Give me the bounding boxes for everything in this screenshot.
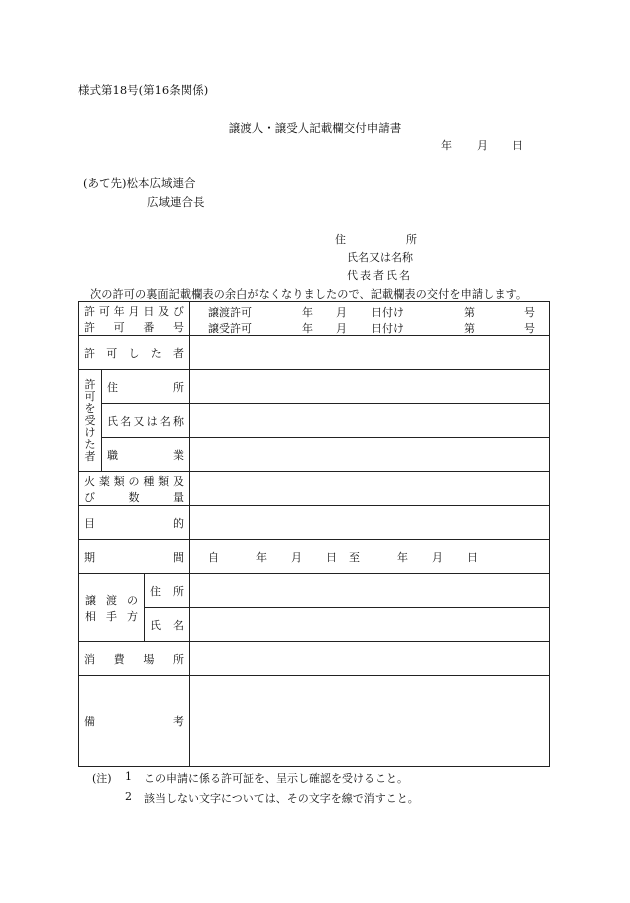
recipient-name-value[interactable] <box>190 404 550 438</box>
note-2-number: 2 <box>125 790 132 803</box>
note-2-text: 該当しない文字については、その文字を線で消すこと。 <box>144 792 419 805</box>
addressee-line1: (あて先)松本広域連合 <box>83 176 196 190</box>
period-row <box>79 540 550 574</box>
remarks-row <box>79 676 550 767</box>
permitter-value[interactable] <box>190 336 550 370</box>
purpose-row <box>79 506 550 540</box>
counterpart-name-label: 氏 名 <box>145 608 190 642</box>
period-value[interactable]: 自 年 月 日 至 年 月 日 <box>190 540 550 574</box>
explosives-value[interactable] <box>190 472 550 506</box>
recipient-address-value[interactable] <box>190 370 550 404</box>
permit-row <box>79 302 550 336</box>
recipient-address-label: 住 所 <box>102 370 190 404</box>
application-table <box>78 301 550 767</box>
place-value[interactable] <box>190 642 550 676</box>
recipient-address-row <box>79 370 550 404</box>
applicant-address-label-1: 住 <box>335 233 346 246</box>
permit-value-cell[interactable] <box>190 302 550 336</box>
counterpart-address-label: 住 所 <box>145 574 190 608</box>
note-1-text: この申請に係る許可証を、呈示し確認を受けること。 <box>144 772 408 785</box>
date-year-label: 年 <box>441 139 452 152</box>
notes-prefix: (注) <box>92 772 112 785</box>
place-label: 消 費 場 所 <box>79 642 190 676</box>
recipient-name-row <box>79 404 550 438</box>
recipient-occupation-label: 職 業 <box>102 438 190 472</box>
transfer-permit-line: 譲渡許可 年 月 日付け 第 号 <box>208 306 536 319</box>
remarks-value[interactable] <box>190 676 550 767</box>
applicant-rep-label: 代表者氏名 <box>347 269 412 282</box>
receive-permit-line: 譲受許可 年 月 日付け 第 号 <box>208 322 536 335</box>
period-label: 期 間 <box>79 540 190 574</box>
recipient-vertical-label: 許 可 を 受 け た 者 <box>79 370 102 472</box>
permitter-label: 許 可 し た 者 <box>79 336 190 370</box>
place-row <box>79 642 550 676</box>
permit-label-line1: 許 可 年 月 日 及 び <box>84 304 184 318</box>
counterpart-name-row <box>79 608 550 642</box>
purpose-value[interactable] <box>190 506 550 540</box>
intro-text: 次の許可の裏面記載欄表の余白がなくなりましたので、記載欄表の交付を申請します。 <box>90 288 528 301</box>
counterpart-address-value[interactable] <box>190 574 550 608</box>
recipient-occupation-row <box>79 438 550 472</box>
purpose-label: 目 的 <box>79 506 190 540</box>
counterpart-address-row <box>79 574 550 608</box>
permitter-row <box>79 336 550 370</box>
counterpart-name-value[interactable] <box>190 608 550 642</box>
recipient-name-label: 氏 名 又 は 名 称 <box>102 404 190 438</box>
explosives-label: 火 薬 類 の 種 類 及 び 数 量 <box>79 472 190 506</box>
permit-label-cell <box>79 302 190 336</box>
permit-label-line2: 許 可 番 号 <box>84 320 185 334</box>
counterpart-label: 譲 渡 の 相 手 方 <box>79 574 145 642</box>
applicant-address-label-2: 所 <box>406 233 417 246</box>
form-number: 様式第18号(第16条関係) <box>78 83 209 97</box>
note-1-number: 1 <box>125 770 132 783</box>
date-day-label: 日 <box>512 139 523 152</box>
addressee-line2: 広域連合長 <box>147 195 205 209</box>
applicant-name-label: 氏名又は名称 <box>347 251 413 264</box>
remarks-label: 備 考 <box>79 676 190 767</box>
explosives-row <box>79 472 550 506</box>
date-month-label: 月 <box>477 139 488 152</box>
recipient-occupation-value[interactable] <box>190 438 550 472</box>
document-title: 譲渡人・譲受人記載欄交付申請書 <box>228 121 402 135</box>
